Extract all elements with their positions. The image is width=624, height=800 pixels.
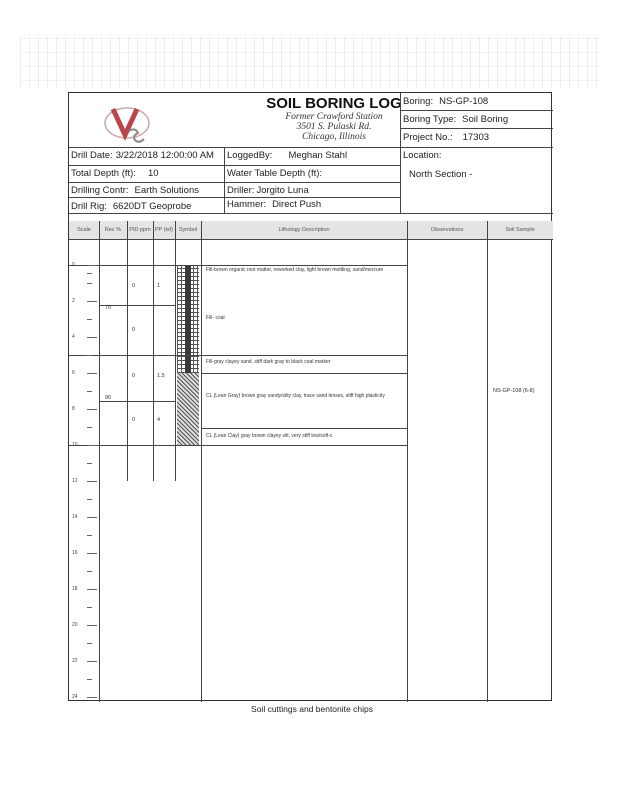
lithology-entry: Fill-gray clayey sand, stiff dark gray to black coal marker xyxy=(206,359,331,365)
boring-value: NS-GP-108 xyxy=(439,96,489,107)
hammer-value: Direct Push xyxy=(272,199,322,210)
lithology-entry: CL (Lean Clay) gray brown clayey silt, very stiff low/soft-c xyxy=(206,433,333,439)
total-depth-value: 10 xyxy=(147,168,159,179)
water-table-label: Water Table Depth (ft): xyxy=(227,168,323,179)
soil-sample-id: NS-GP-108 (6-8) xyxy=(493,388,535,394)
col-soil-sample: Soil Sample xyxy=(487,221,553,239)
scale-label: 8 xyxy=(72,406,75,412)
scale-label: 0 xyxy=(72,262,75,268)
drill-date-label: Drill Date: xyxy=(71,150,113,161)
project-label: Project No.: xyxy=(403,132,453,143)
logged-by-label: LoggedBy: xyxy=(227,150,273,161)
company-logo xyxy=(99,101,159,147)
site-name: Former Crawford Station xyxy=(285,112,383,122)
scale-label: 14 xyxy=(72,514,78,520)
col-rec: Rec % xyxy=(99,221,127,239)
scale-label: 16 xyxy=(72,550,78,556)
col-observations: Observations xyxy=(407,221,487,239)
location-label: Location: xyxy=(403,150,442,161)
project-value: 17303 xyxy=(462,132,490,143)
logged-by-value: Meghan Stahl xyxy=(288,150,348,161)
total-depth-field xyxy=(71,168,159,179)
col-lithology: Lithology Description xyxy=(201,221,407,239)
driller-value: Jorgito Luna xyxy=(256,185,309,196)
pp-value: 1 xyxy=(157,283,161,289)
well-casing xyxy=(185,265,191,373)
scale-label: 2 xyxy=(72,298,75,304)
drilling-contr-value: Earth Solutions xyxy=(134,185,199,196)
col-symbol: Symbol xyxy=(175,221,201,239)
boring-type-label: Boring Type: xyxy=(403,114,457,125)
drill-date-field xyxy=(71,150,214,161)
scale-label: 6 xyxy=(72,370,75,376)
boring-label: Boring: xyxy=(403,96,434,107)
pid-value: 0 xyxy=(132,417,136,423)
location-value: North Section - xyxy=(409,169,473,180)
boring-type-field xyxy=(403,114,508,125)
total-depth-label: Total Depth (ft): xyxy=(71,168,136,179)
hammer-field xyxy=(227,199,321,210)
boring-field xyxy=(403,96,488,107)
rec-value: 90 xyxy=(105,395,112,401)
scale-label: 4 xyxy=(72,334,75,340)
col-pid: PID ppm xyxy=(127,221,153,239)
pid-value: 0 xyxy=(132,373,136,379)
pp-value: 1.5 xyxy=(157,373,165,379)
drilling-contr-label: Drilling Contr: xyxy=(71,185,129,196)
clay-hatch-symbol xyxy=(177,373,199,445)
driller-label: Driller: xyxy=(227,185,255,196)
log-title: SOIL BORING LOG xyxy=(266,95,402,112)
col-scale: Scale xyxy=(69,221,99,239)
driller-field xyxy=(227,185,309,196)
project-field xyxy=(403,132,489,143)
drill-date-value: 3/22/2018 12:00:00 AM xyxy=(115,150,214,161)
logged-by-field xyxy=(227,150,347,161)
scan-noise xyxy=(20,36,600,88)
site-address: 3501 S. Pulaski Rd. xyxy=(296,122,372,132)
drill-rig-field xyxy=(71,201,191,212)
drill-rig-label: Drill Rig: xyxy=(71,201,107,212)
scale-label: 24 xyxy=(72,694,78,700)
pid-value: 0 xyxy=(132,283,136,289)
lithology-entry: CL (Lean Gray) brown gray sandy/silty clay, trace sand lenses, stiff high plasticity xyxy=(206,393,385,399)
scale-label: 10 xyxy=(72,442,78,448)
col-pp: PP (tsf) xyxy=(153,221,175,239)
scale-label: 12 xyxy=(72,478,78,484)
backfill-note: Soil cuttings and bentonite chips xyxy=(251,704,373,714)
lithology-entry: Fill-brown organic root matter, reworked clay, light brown mottling, sand/mercure xyxy=(206,267,384,273)
boring-type-value: Soil Boring xyxy=(462,114,509,125)
drilling-contr-field xyxy=(71,185,199,196)
scale-label: 18 xyxy=(72,586,78,592)
boring-log-sheet xyxy=(68,92,552,701)
pp-value: 4 xyxy=(157,417,161,423)
rec-value: 70 xyxy=(105,305,112,311)
drill-rig-value: 6620DT Geoprobe xyxy=(112,201,192,212)
hammer-label: Hammer: xyxy=(227,199,267,210)
site-city: Chicago, Illinois xyxy=(302,132,366,142)
lithology-entry: Fill- coal xyxy=(206,315,225,321)
scale-label: 22 xyxy=(72,658,78,664)
pid-value: 0 xyxy=(132,327,136,333)
scale-label: 20 xyxy=(72,622,78,628)
